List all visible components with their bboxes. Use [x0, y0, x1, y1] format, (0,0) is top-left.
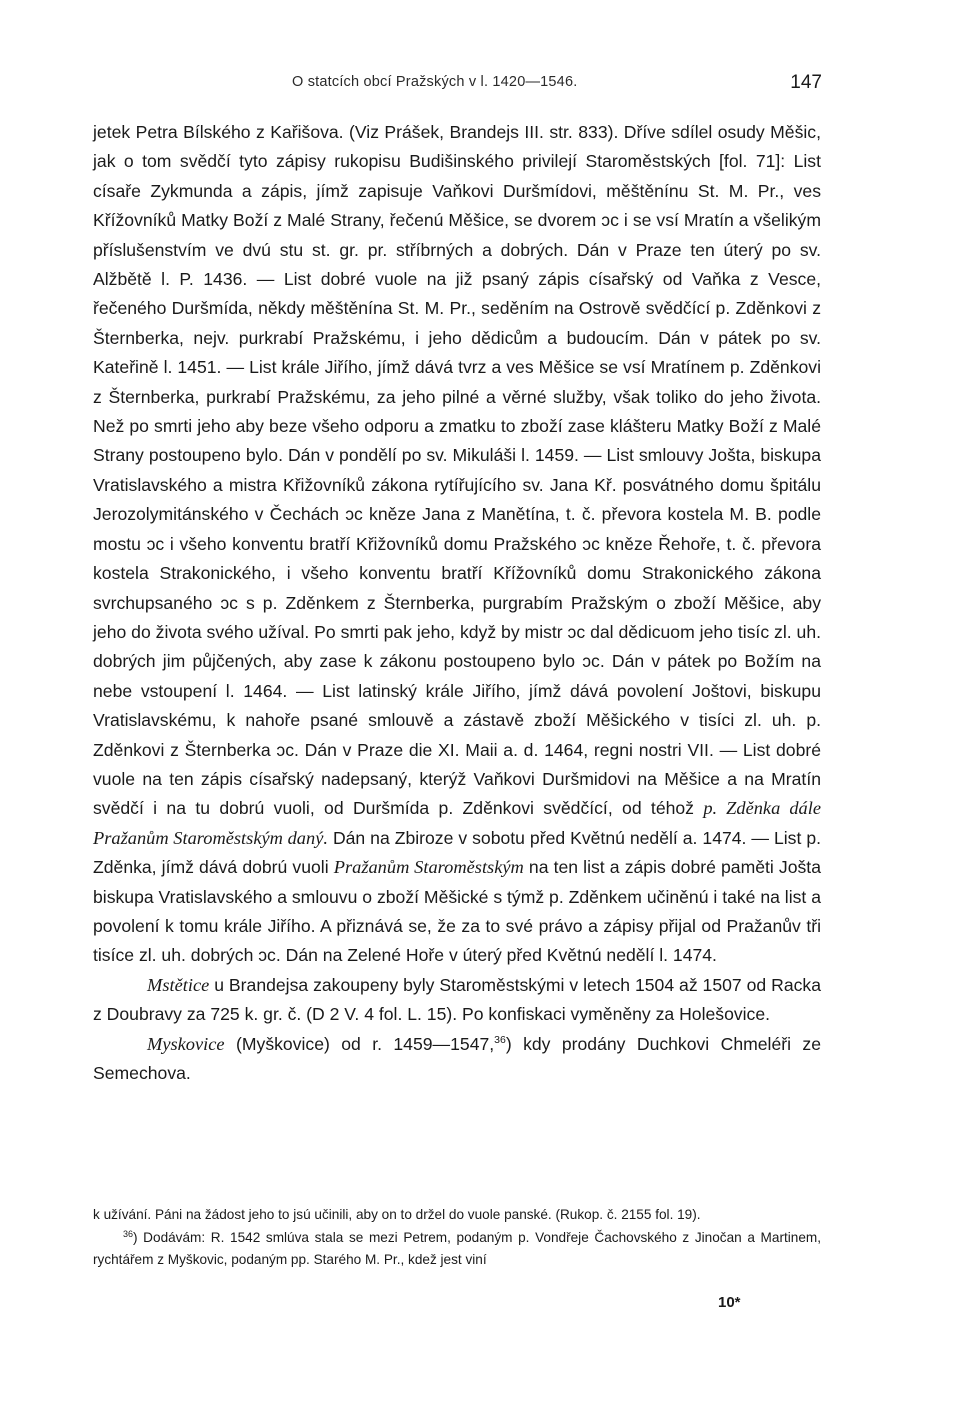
paragraph-myskovice-text-a: (Myškovice) od r. 1459—1547, — [224, 1033, 495, 1054]
paragraph-charters-mid: Dán na Zbiroze v sobotu před Květnú nedělí a. 1474. — List p. Zděnka, jímž dává dobrú vuoli — [93, 827, 821, 878]
footnote-36-text: ) Dodávám: R. 1542 smlúva stala se mezi Petrem, podaným p. Vondřeje Čachovského z Jinočan a Martinem, rychtářem z Myškovic, podaným pp. Starého M. Pr., kdež jest viní — [93, 1229, 821, 1267]
paragraph-mstetice-text: u Brandejsa zakoupeny byly Staroměstskými v letech 1504 až 1507 od Racka z Doubravy za 725 k. gr. č. (D 2 V. 4 fol. L. 15). Po konfiskaci vyměněny za Holešovice. — [93, 974, 821, 1025]
page-number: 147 — [790, 72, 822, 93]
footnote-36-mark: 36 — [123, 1228, 134, 1239]
footnote-reference-36: 36 — [494, 1033, 506, 1046]
main-text — [93, 118, 821, 1088]
footnote-divider — [93, 1198, 213, 1199]
paragraph-myskovice — [93, 1030, 821, 1089]
place-name-mstetice: Mstětice — [147, 974, 210, 995]
italic-phrase-zdenek: p. Zděnka dále Pražanům Staroměstským daný. — [93, 798, 821, 848]
printer-signature-mark: 10* — [718, 1294, 741, 1311]
paragraph-charters-text: jetek Petra Bílského z Kařišova. (Viz Prášek, Brandejs III. str. 833). Dříve sdílel osudy Měšic, jak o tom svědčí tyto zápisy rukopisu Budišinského privilejí Staroměstských [fol. 71]: List císaře Zykmunda a zápis, jímž zapisuje Vaňkovi Duršmídovi, měštěnínu St. M. Pr., ves Křížovníků Matky Boží z Malé Strany, řečenú Měšice, se dvorem ɔc i se vsí Mratín a všelikým příslušenstvím ve dvú stu st. gr. pr. stříbrných a dobrých. Dán v Praze ten úterý po sv. Alžbětě l. P. 1436. — List dobré vuole na již psaný zápis císařský od Vaňka z Vesce, řečeného Duršmída, někdy měštěnína St. M. Pr., seděním na Ostrově svědčící p. Zděnkovi z Šternberka, nejv. purkrabí Pražskému, i jeho dědicům a budoucím. Dán v pátek po sv. Kateřině l. 1451. — List krále Jiřího, jímž dává tvrz a ves Měšice se vsí Mratínem p. Zděnkovi z Šternberka, purkrabí Pražskému, za jeho pilné a věrné služby, však toliko do jeho života. Než po smrti jeho aby beze všeho odporu a zmatku to zboží zase klášteru Matky Boží z Malé Strany postoupeno bylo. Dán v pondělí po sv. Mikuláši l. 1459. — List smlouvy Jošta, biskupa Vratislavského a mistra Křižovníků zákona rytířujícího sv. Jana Kř. posvátného domu špitálu Jerozolymitánského v Čechách ɔc kněze Jana z Manětína, t. č. převora kostela M. B. podle mostu ɔc i všeho konventu bratří Křižovníků domu Pražského ɔc kněze Řehoře, t. č. převora kostela Strakonického, i všeho konventu bratří Křížovníků domu Strakonického zákona svrchupsaného ɔc s p. Zděnkem z Šternberka, purgrabím Pražským o zboží Měšice, aby jeho do života svého užíval. Po smrti pak jeho, když by mistr ɔc dal dědicuom jeho tisíc zl. uh. dobrých jim půjčených, aby zase k zákonu postoupeno bylo ɔc. Dán v pátek po Božím na nebe vstoupení l. 1464. — List latinský krále Jiřího, jímž dává povolení Joštovi, biskupu Vratislavskému, k nahoře psané smlouvě a zástavě zboží Měšického v tisíci zl. uh. p. Zděnkovi z Šternberka ɔc. Dán v Praze die XI. Maii a. d. 1464, regni nostri VII. — List dobré vuole na ten zápis císařský nadepsaný, kterýž Vaňkovi Duršmidovi na Měšice a na Mratín svědčí i na tu dobrú vuoli, od Duršmída p. Zděnkovi svědčící, od téhož — [93, 122, 821, 819]
page-header — [92, 72, 822, 98]
paragraph-myskovice-text-b: ) kdy prodány Duchkovi Chmeléři ze Semechova. — [93, 1033, 821, 1083]
paragraph-mstetice — [93, 971, 821, 1030]
footnote-continued: k užívání. Páni na žádost jeho to jsú učinili, aby on to držel do vuole panské. (Rukop. č. 2155 fol. 19). — [93, 1207, 701, 1222]
paragraph-charters — [93, 118, 821, 971]
italic-phrase-pražanům: Pražanům Staroměstským — [333, 857, 524, 878]
running-title: O statcích obcí Pražských v l. 1420—1546. — [292, 74, 578, 90]
footnotes — [93, 1204, 821, 1272]
paragraph-charters-end: na ten list a zápis dobré paměti Jošta biskupa Vratislavského a smlouvu o zboží Měšické s týmž p. Zděnkem učiněnú i také na list a povolení k tomu krále Jiřího. A přiznává se, že za to své právo a zápisy přijal od Pražanův tři tisíce zl. uh. dobrých ɔc. Dán na Zelené Hoře v úterý před Květnú nedělí l. 1474. — [93, 857, 821, 966]
footnote-36 — [93, 1227, 821, 1272]
place-name-myskovice: Myskovice — [147, 1033, 225, 1054]
